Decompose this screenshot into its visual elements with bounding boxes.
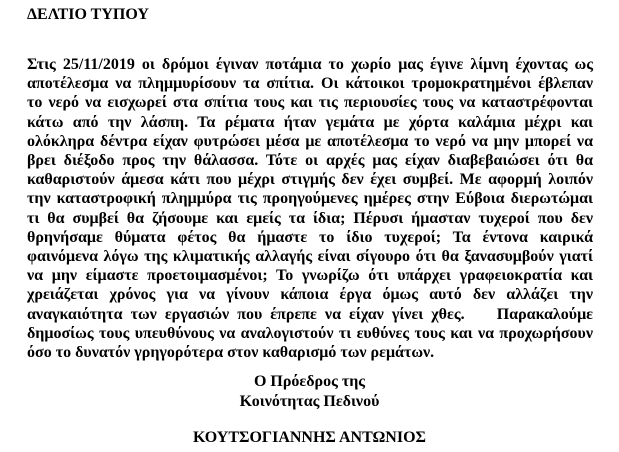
body-line: καθαριστούν άμεσα κάτι που μέχρι στιγμής δεν έχει συμβεί. Με αφορμή λοιπόν [27,171,593,189]
body-line: τι θα συμβεί θα ζήσουμε και εμείς τα ίδια; Πέρυσι ήμασταν τυχεροί που δεν [27,209,593,227]
body-line: δημοσίως τους υπευθύνους να αναλογιστούν τι ευθύνες τους και να προχωρήσουν [27,324,593,342]
body-line: χρειάζεται χρόνος για να γίνουν κάποια έργα όμως αυτό δεν αλλάζει την [27,286,593,304]
body-line: το νερό να εισχωρεί στα σπίτια τους και τις περιουσίες τους να καταστρέφονται [27,94,593,112]
body-line: βρει διέξοδο προς την θάλασσα. Τότε οι αρχές μας είχαν διαβεβαιώσει ότι θα [27,152,593,170]
body-line: κάτω από την λάσπη. Τα ρέματα ήταν γεμάτα με χόρτα καλάμια μέχρι και [27,113,593,131]
body-line: Στις 25/11/2019 οι δρόμοι έγιναν ποτάμια το χωρίο μας έγινε λίμνη έχοντας ως [27,56,593,73]
body-line: να μην είμαστε προετοιμασμένοι; Το γνωρίζω ότι υπάρχει γραφειοκρατία και [27,267,593,285]
signature-community: Κοινότητας Πεδινού [239,393,380,410]
body-line: θρηνήσαμε θύματα φέτος θα ήμαστε το ίδιο τυχεροί; Τα έντονα καιρικά [27,228,593,246]
body-line: αναγκαιότητα των εργασιών που έπρεπε να είχαν γίνει χθες. Παρακαλούμε [27,305,593,323]
document-title: ΔΕΛΤΙΟ ΤΥΠΟΥ [27,6,149,23]
signature-name: ΚΟΥΤΣΟΓΙΑΝΝΗΣ ΑΝΤΩΝΙΟΣ [192,429,426,446]
press-release-body [27,55,593,362]
signature-role: Ο Πρόεδρος της [253,373,366,390]
body-line: φαινόμενα λόγω της κλιματικής αλλαγής είναι σίγουρο ότι θα ξανασυμβούν γιατί [27,248,593,266]
body-line: όσο το δυνατόν γρηγορότερα στον καθαρισμό των ρεμάτων. [27,344,435,362]
body-line: αποτέλεσμα να πλημμυρίσουν τα σπίτια. Οι κάτοικοι τρομοκρατημένοι έβλεπαν [27,75,593,93]
body-line: ολόκληρα δέντρα είχαν φυτρώσει μέσα με αποτέλεσμα το νερό να μην μπορεί να [27,132,593,150]
body-line: την καταστροφική πλημμύρα τις προηγούμενες ημέρες στην Εύβοια διερωτώμαι [27,190,593,208]
